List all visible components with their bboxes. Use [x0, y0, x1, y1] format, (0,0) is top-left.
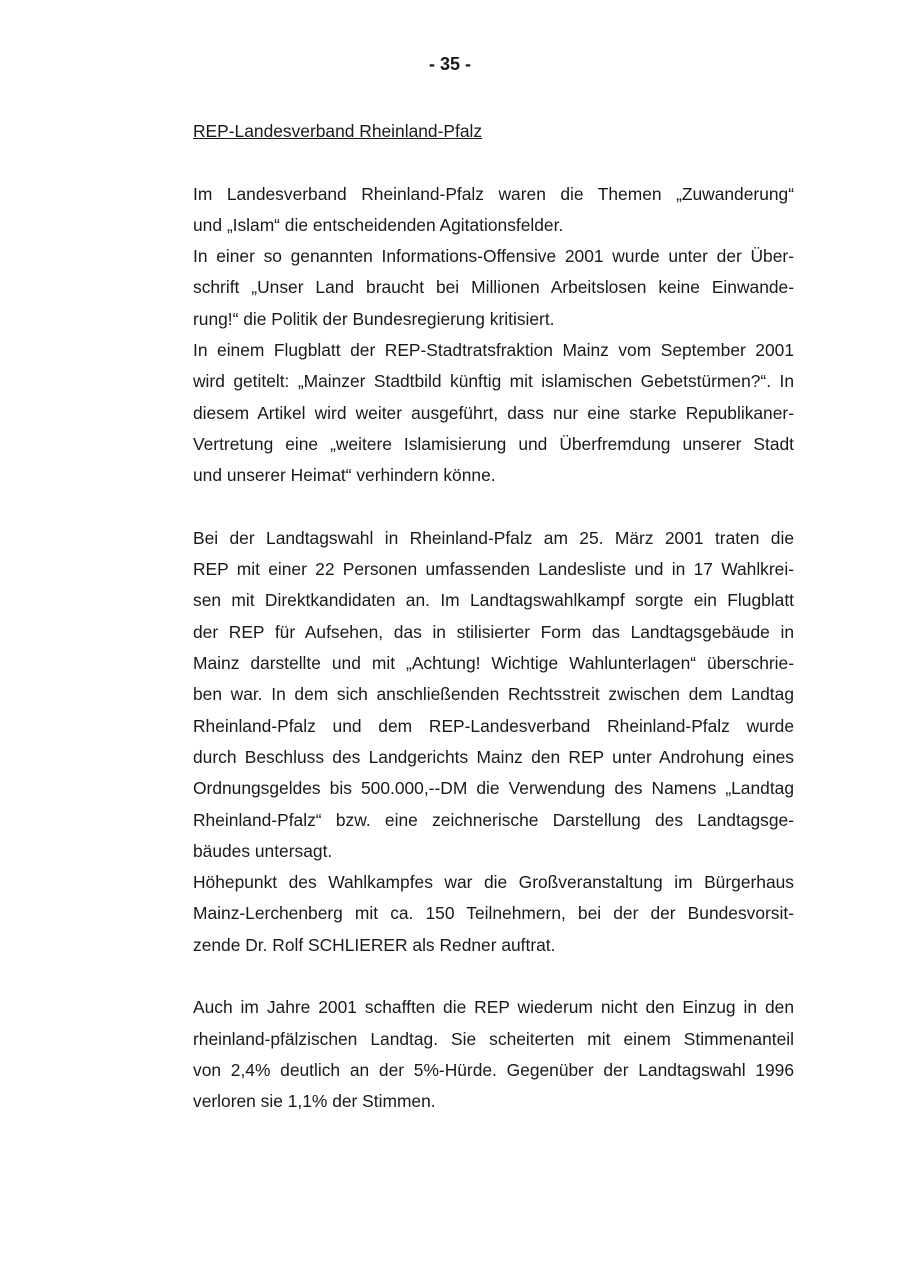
paragraph-state-election — [193, 523, 794, 867]
text-line: Höhepunkt des Wahlkampfes war die Großveranstaltung im Bürgerhaus — [193, 872, 794, 893]
paragraph-campaign-highlight — [193, 867, 794, 961]
text-line: rheinland-pfälzischen Landtag. Sie scheiterten mit einem Stimmenanteil — [193, 1028, 794, 1049]
text-line: zende Dr. Rolf SCHLIERER als Redner auftrat. — [193, 934, 556, 955]
text-line: Rheinland-Pfalz“ bzw. eine zeichnerische Darstellung des Landtagsge- — [193, 809, 794, 830]
section-heading: REP-Landesverband Rheinland-Pfalz — [193, 121, 483, 141]
text-line: bäudes untersagt. — [193, 840, 333, 861]
text-line: In einer so genannten Informations-Offensive 2001 wurde unter der Über- — [193, 246, 794, 267]
text-line: Im Landesverband Rheinland-Pfalz waren die Themen „Zuwanderung“ — [193, 183, 794, 204]
paragraph-topics — [193, 179, 794, 242]
text-line: und „Islam“ die entscheidenden Agitationsfelder. — [193, 214, 564, 235]
text-line: von 2,4% deutlich an der 5%-Hürde. Gegenüber der Landtagswahl 1996 — [193, 1059, 794, 1080]
text-line: Vertretung eine „weitere Islamisierung und Überfremdung unserer Stadt — [193, 433, 794, 454]
blank-line — [193, 492, 794, 523]
text-line: der REP für Aufsehen, das in stilisierter Form das Landtagsgebäude in — [193, 621, 794, 642]
page-number: - 35 - — [428, 54, 471, 74]
blank-line — [193, 961, 794, 992]
text-line: Rheinland-Pfalz und dem REP-Landesverband Rheinland-Pfalz wurde — [193, 715, 794, 736]
text-line: ben war. In dem sich anschließenden Rechtsstreit zwischen dem Landtag — [193, 684, 794, 705]
text-line: durch Beschluss des Landgerichts Mainz den REP unter Androhung eines — [193, 746, 794, 767]
text-line: REP mit einer 22 Personen umfassenden Landesliste und in 17 Wahlkrei- — [193, 559, 794, 580]
text-line: und unserer Heimat“ verhindern könne. — [193, 465, 496, 486]
text-line: Mainz-Lerchenberg mit ca. 150 Teilnehmern, bei der der Bundesvorsit- — [193, 903, 794, 924]
text-line: Mainz darstellte und mit „Achtung! Wichtige Wahlunterlagen“ überschrie- — [193, 653, 794, 674]
document-body — [193, 116, 794, 1118]
text-line: In einem Flugblatt der REP-Stadtratsfraktion Mainz vom September 2001 — [193, 340, 794, 361]
text-line: Auch im Jahre 2001 schafften die REP wiederum nicht den Einzug in den — [193, 997, 794, 1018]
text-line: Ordnungsgeldes bis 500.000,--DM die Verwendung des Namens „Landtag — [193, 778, 794, 799]
text-line: schrift „Unser Land braucht bei Millionen Arbeitslosen keine Einwande- — [193, 277, 794, 298]
text-line: Bei der Landtagswahl in Rheinland-Pfalz am 25. März 2001 traten die — [193, 527, 794, 548]
text-line: rung!“ die Politik der Bundesregierung kritisiert. — [193, 308, 555, 329]
paragraph-election-result — [193, 992, 794, 1117]
text-line: sen mit Direktkandidaten an. Im Landtagswahlkampf sorgte ein Flugblatt — [193, 590, 794, 611]
paragraph-flyer-mainz — [193, 335, 794, 491]
blank-line — [193, 147, 794, 178]
paragraph-information-offensive — [193, 241, 794, 335]
text-line: verloren sie 1,1% der Stimmen. — [193, 1091, 436, 1112]
text-line: diesem Artikel wird weiter ausgeführt, dass nur eine starke Republikaner- — [193, 402, 794, 423]
text-line: wird getitelt: „Mainzer Stadtbild künftig mit islamischen Gebetstürmen?“. In — [193, 371, 794, 392]
